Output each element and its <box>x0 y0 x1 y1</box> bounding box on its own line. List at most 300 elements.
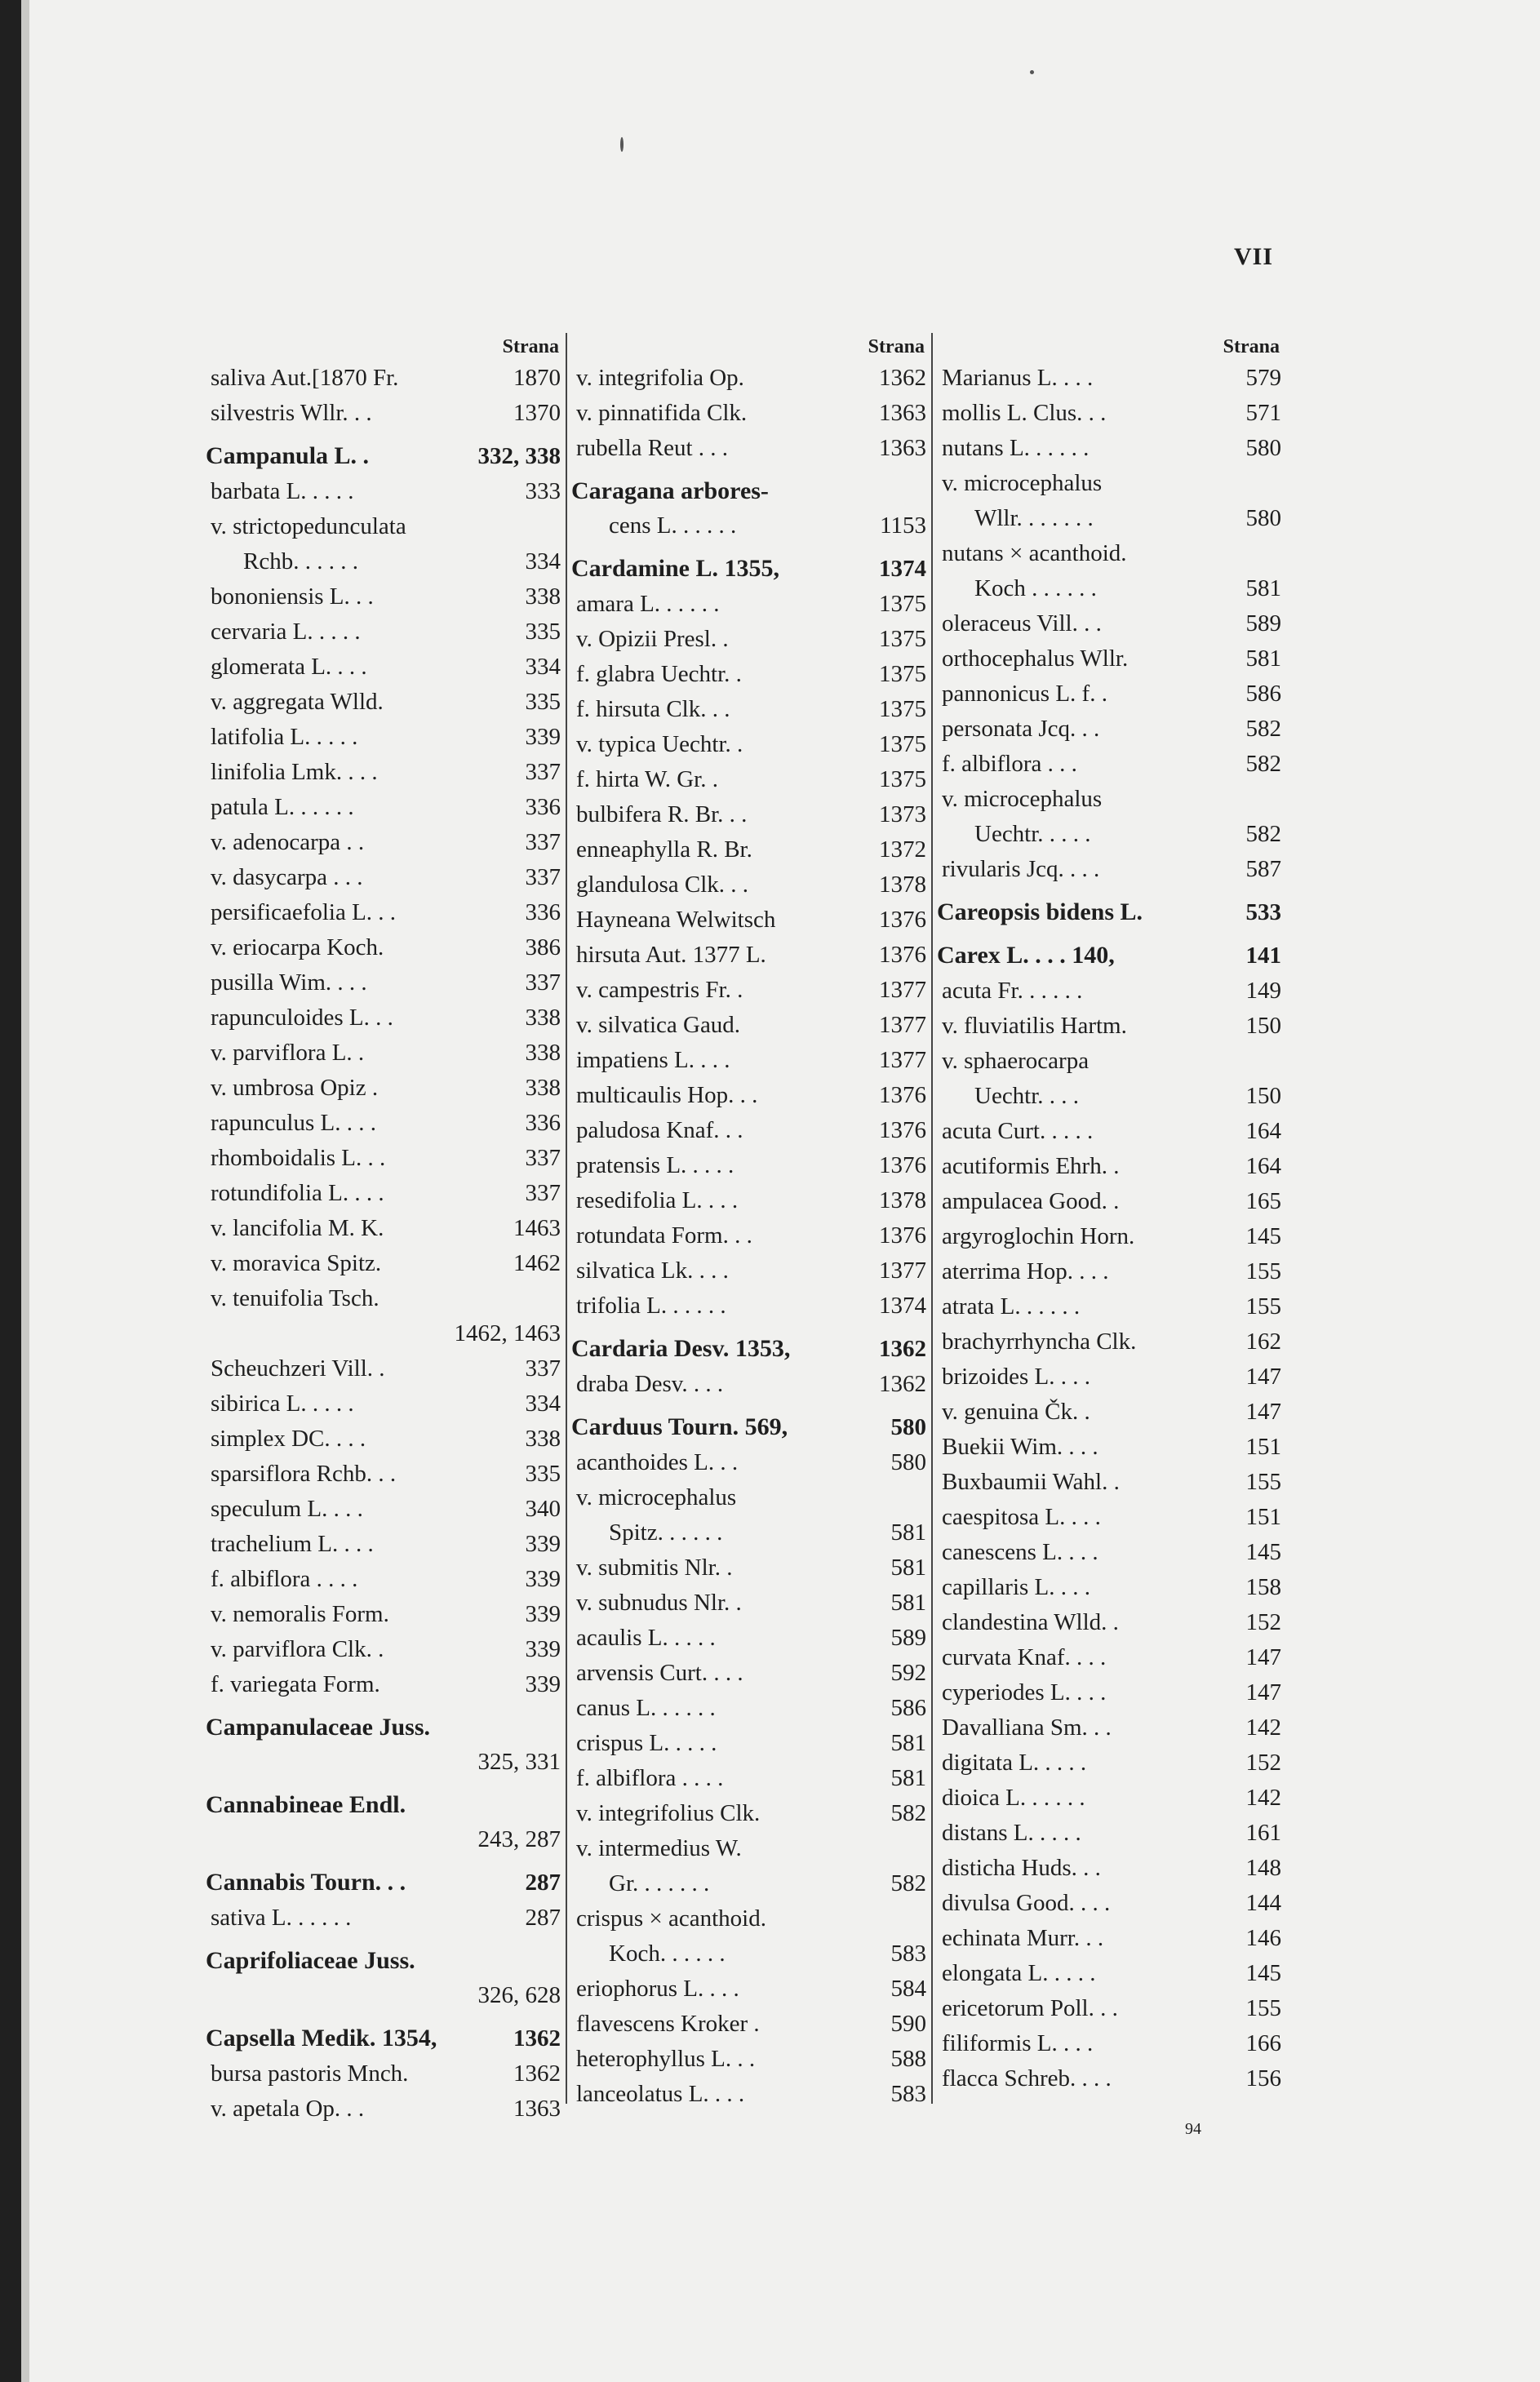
entry-name: v. microcephalus <box>576 1484 737 1510</box>
page-ref: 581 <box>890 1590 926 1616</box>
page-ref: 148 <box>1245 1855 1281 1881</box>
page-ref: 584 <box>890 1976 926 2002</box>
entry-name: latifolia L. . . . . <box>211 724 358 750</box>
page-ref: 1376 <box>879 1222 926 1249</box>
entry-name: v. nemoralis Form. <box>211 1601 389 1627</box>
signature-mark: 94 <box>1185 2120 1201 2138</box>
entry-name: f. hirta W. Gr. . <box>576 766 718 792</box>
entry-name: crispus × acanthoid. <box>576 1905 766 1932</box>
index-entry <box>937 2026 1281 2061</box>
index-entry <box>571 1008 926 1043</box>
index-entry <box>937 1675 1281 1710</box>
index-entry <box>571 1113 926 1148</box>
index-entry <box>571 867 926 903</box>
scan-left-edge <box>0 0 21 2382</box>
page-ref: 150 <box>1245 1013 1281 1039</box>
page-ref: 152 <box>1245 1750 1281 1776</box>
column-header: Strana <box>1223 336 1280 357</box>
page-ref: 533 <box>1245 899 1281 925</box>
index-entry <box>937 1149 1281 1184</box>
index-entry <box>571 692 926 727</box>
index-entry <box>571 1936 926 1972</box>
entry-name: Koch. . . . . . <box>609 1941 726 1967</box>
index-entry <box>937 1956 1281 1991</box>
page-ref: 1376 <box>879 907 926 933</box>
entry-name: personata Jcq. . . <box>942 716 1100 742</box>
index-entry <box>206 474 561 509</box>
page-ref: 587 <box>1245 856 1281 882</box>
page-ref: 1463 <box>513 1215 561 1241</box>
index-column-2 <box>571 333 926 2107</box>
entry-name: f. hirsuta Clk. . . <box>576 696 730 722</box>
page-ref: 145 <box>1245 1539 1281 1565</box>
index-entry <box>571 1656 926 1691</box>
page-ref: 336 <box>525 1110 561 1136</box>
column-divider <box>931 333 933 2104</box>
entry-name: Scheuchzeri Vill. . <box>211 1355 385 1382</box>
page-ref: 339 <box>525 1671 561 1697</box>
index-page <box>206 333 1281 2122</box>
entry-name: v. integrifolius Clk. <box>576 1800 761 1826</box>
entry-name: mollis L. Clus. . . <box>942 400 1107 426</box>
entry-name: v. apetala Op. . . <box>211 2096 365 2122</box>
page-ref: 334 <box>525 654 561 680</box>
page-ref: 166 <box>1245 2030 1281 2056</box>
entry-name: Careopsis bidens L. <box>937 898 1143 925</box>
index-entry <box>571 797 926 832</box>
index-entry <box>571 508 926 543</box>
page-ref: 581 <box>890 1519 926 1546</box>
page-ref: 1375 <box>879 626 926 652</box>
page-ref: 151 <box>1245 1504 1281 1530</box>
page-ref: 582 <box>890 1870 926 1896</box>
page-ref: 1377 <box>879 977 926 1003</box>
index-entry <box>571 1831 926 1866</box>
entry-name: draba Desv. . . . <box>576 1371 724 1397</box>
index-entry <box>571 1972 926 2007</box>
index-entry <box>937 1886 1281 1921</box>
page-ref: 586 <box>1245 681 1281 707</box>
index-entry <box>937 1851 1281 1886</box>
entry-name: arvensis Curt. . . . <box>576 1660 743 1686</box>
index-entry <box>206 1527 561 1562</box>
page-ref: 386 <box>525 934 561 960</box>
entry-name: Rchb. . . . . . <box>243 548 358 574</box>
entry-name: f. albiflora . . . <box>942 751 1077 777</box>
entry-name: eriophorus L. . . . <box>576 1976 739 2002</box>
entry-name: crispus L. . . . . <box>576 1730 717 1756</box>
index-entry <box>571 1218 926 1253</box>
entry-name: cens L. . . . . . <box>609 512 737 539</box>
index-entry <box>206 720 561 755</box>
page-ref: 1374 <box>879 556 926 582</box>
entry-name: cyperiodes L. . . . <box>942 1679 1107 1706</box>
page-ref: 162 <box>1245 1329 1281 1355</box>
entry-name: capillaris L. . . . <box>942 1574 1091 1600</box>
entry-name: v. adenocarpa . . <box>211 829 365 855</box>
index-entry <box>206 755 561 790</box>
index-heading <box>937 894 1281 930</box>
entry-name: flavescens Kroker . <box>576 2011 760 2037</box>
entry-name: acuta Curt. . . . . <box>942 1118 1094 1144</box>
entry-name: Capsella Medik. 1354, <box>206 2025 437 2052</box>
page-ref: 1362 <box>513 2025 561 2052</box>
index-entry <box>571 396 926 431</box>
index-entry <box>937 641 1281 676</box>
entry-name: speculum L. . . . <box>211 1496 363 1522</box>
index-entry <box>937 974 1281 1009</box>
index-entry <box>206 1106 561 1141</box>
index-entry <box>937 1009 1281 1044</box>
entry-name: resedifolia L. . . . <box>576 1187 739 1213</box>
page-ref: 1376 <box>879 1117 926 1143</box>
page-ref: 1376 <box>879 942 926 968</box>
page-ref: 147 <box>1245 1364 1281 1390</box>
index-entry <box>937 466 1281 501</box>
page-ref: 1377 <box>879 1047 926 1073</box>
entry-name: filiformis L. . . . <box>942 2030 1094 2056</box>
page-ref: 583 <box>890 2081 926 2107</box>
index-entry <box>571 2042 926 2077</box>
entry-name: Koch . . . . . . <box>974 575 1097 601</box>
index-entry <box>937 606 1281 641</box>
entry-name: v. pinnatifida Clk. <box>576 400 748 426</box>
index-entry <box>937 1465 1281 1500</box>
index-entry <box>937 1921 1281 1956</box>
entry-name: f. variegata Form. <box>211 1671 380 1697</box>
index-entry <box>571 1586 926 1621</box>
entry-name: ericetorum Poll. . . <box>942 1995 1118 2021</box>
page-ref: 1375 <box>879 591 926 617</box>
page-ref: 580 <box>1245 435 1281 461</box>
entry-name: flacca Schreb. . . . <box>942 2065 1112 2091</box>
entry-name: Gr. . . . . . . <box>609 1870 710 1896</box>
index-entry <box>571 1866 926 1901</box>
index-entry <box>206 1597 561 1632</box>
entry-name: brachyrrhyncha Clk. <box>942 1329 1137 1355</box>
entry-name: glomerata L. . . . <box>211 654 367 680</box>
entry-name: pratensis L. . . . . <box>576 1152 734 1178</box>
entry-name: brizoides L. . . . <box>942 1364 1091 1390</box>
entry-name: v. lancifolia M. K. <box>211 1215 384 1241</box>
index-entry <box>206 1632 561 1667</box>
index-entry <box>937 747 1281 782</box>
page-ref: 1363 <box>879 435 926 461</box>
entry-name: simplex DC. . . . <box>211 1426 366 1452</box>
page-ref: 337 <box>525 829 561 855</box>
column-header: Strana <box>868 336 925 357</box>
index-entry <box>571 727 926 762</box>
page-ref: 146 <box>1245 1925 1281 1951</box>
scan-edge-shadow <box>21 0 29 2382</box>
entry-name: barbata L. . . . . <box>211 478 354 504</box>
entry-name: nutans L. . . . . . <box>942 435 1090 461</box>
index-heading <box>206 1787 561 1822</box>
page-ref: 1376 <box>879 1152 926 1178</box>
index-entry <box>571 1289 926 1324</box>
entry-name: v. eriocarpa Koch. <box>211 934 384 960</box>
index-column-3 <box>937 333 1281 2104</box>
index-entry <box>571 1253 926 1289</box>
entry-name: heterophyllus L. . . <box>576 2046 756 2072</box>
page-ref: 142 <box>1245 1785 1281 1811</box>
entry-name: ampulacea Good. . <box>942 1188 1120 1214</box>
entry-name: Davalliana Sm. . . <box>942 1714 1112 1741</box>
page-ref: 336 <box>525 794 561 820</box>
page-ref: 588 <box>890 2046 926 2072</box>
entry-name: v. submitis Nlr. . <box>576 1555 733 1581</box>
page-ref: 164 <box>1245 1118 1281 1144</box>
page-ref: 335 <box>525 619 561 645</box>
index-entry <box>206 965 561 1000</box>
page-ref: 156 <box>1245 2065 1281 2091</box>
entry-name: Carduus Tourn. 569, <box>571 1413 788 1440</box>
page-ref: 152 <box>1245 1609 1281 1635</box>
entry-name: paludosa Knaf. . . <box>576 1117 743 1143</box>
page-ref: 149 <box>1245 978 1281 1004</box>
entry-name: elongata L. . . . . <box>942 1960 1096 1986</box>
entry-name: v. umbrosa Opiz . <box>211 1075 379 1101</box>
page-ref: 155 <box>1245 1293 1281 1320</box>
index-entry <box>937 1991 1281 2026</box>
page-ref: 161 <box>1245 1820 1281 1846</box>
index-entry <box>571 1726 926 1761</box>
index-entry <box>206 1422 561 1457</box>
entry-name: rivularis Jcq. . . . <box>942 856 1100 882</box>
entry-name: Caragana arbores- <box>571 477 769 504</box>
index-entry <box>937 1816 1281 1851</box>
index-entry <box>206 1211 561 1246</box>
entry-name: bursa pastoris Mnch. <box>211 2060 409 2087</box>
page-ref: 164 <box>1245 1153 1281 1179</box>
index-entry <box>571 2077 926 2112</box>
index-entry <box>206 825 561 860</box>
entry-name: acaulis L. . . . . <box>576 1625 716 1651</box>
page-ref: 334 <box>525 548 561 574</box>
index-entry <box>206 1071 561 1106</box>
entry-name: pannonicus L. f. . <box>942 681 1107 707</box>
page-ref: 338 <box>525 1040 561 1066</box>
page-ref: 155 <box>1245 1995 1281 2021</box>
entry-name: Uechtr. . . . . <box>974 821 1091 847</box>
index-entry <box>571 1761 926 1796</box>
entry-name: Marianus L. . . . <box>942 365 1094 391</box>
entry-list <box>937 361 1281 2096</box>
index-entry <box>937 1640 1281 1675</box>
entry-name: argyroglochin Horn. <box>942 1223 1135 1249</box>
page-ref: 335 <box>525 1461 561 1487</box>
column-header: Strana <box>502 336 559 357</box>
index-entry <box>571 1445 926 1480</box>
entry-name: Wllr. . . . . . . <box>974 505 1094 531</box>
entry-name: curvata Knaf. . . . <box>942 1644 1107 1670</box>
entry-name: aterrima Hop. . . . <box>942 1258 1109 1284</box>
index-entry <box>937 1219 1281 1254</box>
entry-name: Cardaria Desv. 1353, <box>571 1335 791 1362</box>
entry-name: persificaefolia L. . . <box>211 899 397 925</box>
index-entry <box>937 501 1281 536</box>
page-ref: 339 <box>525 724 561 750</box>
index-entry <box>571 1691 926 1726</box>
index-entry <box>937 676 1281 712</box>
index-entry <box>937 1184 1281 1219</box>
page-ref: 1153 <box>880 512 926 539</box>
entry-name: v. moravica Spitz. <box>211 1250 382 1276</box>
index-entry <box>571 1480 926 1515</box>
entry-name: v. microcephalus <box>942 470 1103 496</box>
index-entry <box>571 587 926 622</box>
entry-name: v. sphaerocarpa <box>942 1048 1090 1074</box>
page-ref: 336 <box>525 899 561 925</box>
page-ref: 243, 287 <box>477 1826 561 1852</box>
index-entry <box>571 832 926 867</box>
entry-list <box>206 361 561 2127</box>
entry-name: echinata Murr. . . <box>942 1925 1104 1951</box>
page-ref: 1375 <box>879 766 926 792</box>
index-entry <box>206 1386 561 1422</box>
entry-name: Cannabineae Endl. <box>206 1791 406 1818</box>
entry-name: atrata L. . . . . . <box>942 1293 1081 1320</box>
entry-name: cervaria L. . . . . <box>211 619 361 645</box>
index-heading <box>937 938 1281 974</box>
index-entry <box>937 1254 1281 1289</box>
page-ref: 581 <box>890 1765 926 1791</box>
entry-name: v. typica Uechtr. . <box>576 731 743 757</box>
page-ref: 1462, 1463 <box>454 1320 561 1346</box>
index-entry <box>937 1570 1281 1605</box>
entry-name: distans L. . . . . <box>942 1820 1081 1846</box>
page-ref: 590 <box>890 2011 926 2037</box>
entry-name: v. aggregata Wlld. <box>211 689 384 715</box>
page-ref: 580 <box>890 1449 926 1475</box>
index-entry <box>571 1515 926 1550</box>
index-entry <box>206 1822 561 1857</box>
index-entry <box>206 2056 561 2091</box>
index-entry <box>206 1141 561 1176</box>
index-entry <box>206 895 561 930</box>
index-entry <box>937 1781 1281 1816</box>
index-entry <box>206 361 561 396</box>
index-heading <box>206 2020 561 2056</box>
entry-name: acutiformis Ehrh. . <box>942 1153 1120 1179</box>
index-entry <box>571 903 926 938</box>
index-entry <box>937 1324 1281 1360</box>
entry-name: orthocephalus Wllr. <box>942 645 1129 672</box>
index-entry <box>937 1395 1281 1430</box>
page-ref: 583 <box>890 1941 926 1967</box>
entry-name: v. strictopedunculata <box>211 513 406 539</box>
entry-name: canescens L. . . . <box>942 1539 1098 1565</box>
index-entry <box>206 614 561 650</box>
index-entry <box>206 396 561 431</box>
entry-name: linifolia Lmk. . . . <box>211 759 378 785</box>
index-entry <box>206 2091 561 2127</box>
page-ref: 582 <box>1245 716 1281 742</box>
page-ref: 333 <box>525 478 561 504</box>
page-ref: 1363 <box>513 2096 561 2122</box>
page-ref: 147 <box>1245 1679 1281 1706</box>
page-ref: 335 <box>525 689 561 715</box>
index-entry <box>571 1621 926 1656</box>
index-entry <box>206 1036 561 1071</box>
index-entry <box>206 1901 561 1936</box>
index-entry <box>571 1901 926 1936</box>
entry-name: glandulosa Clk. . . <box>576 872 749 898</box>
index-entry <box>206 1316 561 1351</box>
index-entry <box>206 685 561 720</box>
index-entry <box>937 1745 1281 1781</box>
page-ref: 1462 <box>513 1250 561 1276</box>
index-entry <box>571 1550 926 1586</box>
index-entry <box>571 1148 926 1183</box>
entry-name: acuta Fr. . . . . . <box>942 978 1083 1004</box>
index-entry <box>937 782 1281 817</box>
scan-speck <box>1030 70 1034 74</box>
page-ref: 337 <box>525 759 561 785</box>
page-ref: 338 <box>525 1075 561 1101</box>
page-ref: 147 <box>1245 1644 1281 1670</box>
page-ref: 150 <box>1245 1083 1281 1109</box>
entry-name: rotundifolia L. . . . <box>211 1180 384 1206</box>
page-ref: 580 <box>1245 505 1281 531</box>
page-ref: 582 <box>1245 821 1281 847</box>
entry-name: trifolia L. . . . . . <box>576 1293 726 1319</box>
index-entry <box>206 1246 561 1281</box>
index-entry <box>571 938 926 973</box>
index-entry <box>937 1605 1281 1640</box>
index-entry <box>571 1078 926 1113</box>
index-entry <box>206 579 561 614</box>
entry-name: Campanulaceae Juss. <box>206 1714 431 1741</box>
entry-name: lanceolatus L. . . . <box>576 2081 745 2107</box>
entry-name: Buekii Wim. . . . <box>942 1434 1098 1460</box>
page-ref: 340 <box>525 1496 561 1522</box>
entry-name: f. albiflora . . . . <box>211 1566 358 1592</box>
index-entry <box>937 1289 1281 1324</box>
page-ref: 145 <box>1245 1223 1281 1249</box>
index-entry <box>571 973 926 1008</box>
entry-name: sativa L. . . . . . <box>211 1905 352 1931</box>
entry-name: impatiens L. . . . <box>576 1047 730 1073</box>
entry-name: v. tenuifolia Tsch. <box>211 1285 379 1311</box>
index-entry <box>937 1500 1281 1535</box>
index-entry <box>937 396 1281 431</box>
page-ref: 337 <box>525 1355 561 1382</box>
entry-name: canus L. . . . . . <box>576 1695 716 1721</box>
index-entry <box>571 1183 926 1218</box>
page-ref: 337 <box>525 864 561 890</box>
entry-name: v. campestris Fr. . <box>576 977 743 1003</box>
entry-name: silvatica Lk. . . . <box>576 1258 729 1284</box>
entry-name: saliva Aut.[1870 Fr. <box>211 365 399 391</box>
page-ref: 1375 <box>879 731 926 757</box>
entry-name: sibirica L. . . . . <box>211 1391 354 1417</box>
page-ref: 1372 <box>879 836 926 863</box>
page-ref: 1376 <box>879 1082 926 1108</box>
index-heading <box>571 473 926 508</box>
entry-name: caespitosa L. . . . <box>942 1504 1101 1530</box>
entry-name: rubella Reut . . . <box>576 435 729 461</box>
index-entry <box>571 762 926 797</box>
entry-name: dioica L. . . . . . <box>942 1785 1085 1811</box>
index-entry <box>206 1176 561 1211</box>
page-ref: 325, 331 <box>477 1749 561 1775</box>
entry-name: v. dasycarpa . . . <box>211 864 363 890</box>
entry-name: rhomboidalis L. . . <box>211 1145 386 1171</box>
entry-name: Cardamine L. 1355, <box>571 555 779 582</box>
index-entry <box>937 1430 1281 1465</box>
page-ref: 581 <box>1245 575 1281 601</box>
